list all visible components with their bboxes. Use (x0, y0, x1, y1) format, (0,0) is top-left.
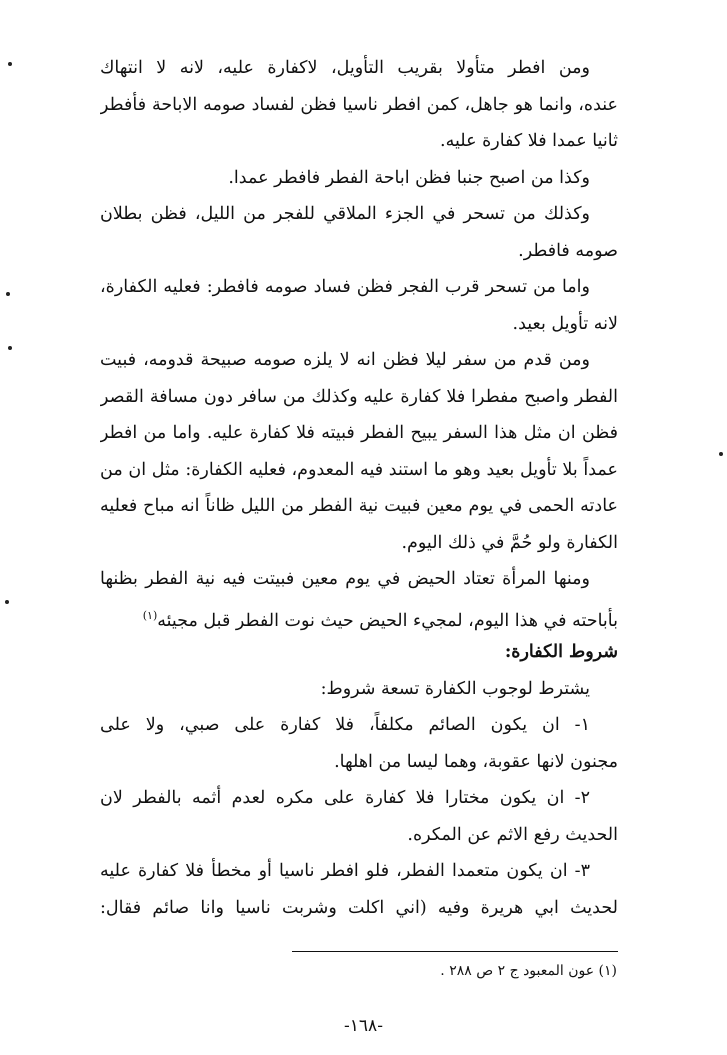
text-line (100, 233, 618, 270)
text-line (100, 890, 618, 927)
text-line (100, 196, 618, 233)
line-text: وكذلك من تسحر في الجزء الملاقي للفجر من الليل، فظن بطلان (100, 204, 590, 224)
text-line (100, 269, 618, 306)
line-text: عمداً بلا تأويل بعيد وهو ما استند فيه المعدوم، فعليه الكفارة: مثل ان من (100, 459, 618, 480)
footnote-divider (292, 951, 618, 952)
text-line (100, 160, 618, 197)
line-text: لانه تأويل بعيد. (512, 313, 618, 334)
text-line (100, 817, 618, 854)
line-text: صومه فافطر. (518, 240, 618, 261)
text-line (100, 598, 618, 635)
line-text: عادته الحمى في يوم معين فبيت نية الفطر من الليل ظاناً انه مباح فعليه (100, 496, 618, 516)
line-text: مجنون لانها عقوبة، وهما ليسا من اهلها. (334, 751, 618, 772)
text-line (100, 853, 618, 890)
margin-dot (8, 346, 12, 350)
page-number: -١٦٨- (344, 1016, 383, 1036)
text-line (100, 379, 618, 416)
line-text: بأباحته في هذا اليوم، لمجيء الحيض حيث نوت الفطر قبل مجيئه (157, 610, 618, 631)
text-line (100, 306, 618, 343)
line-text: فظن ان مثل هذا السفر يبيح الفطر فبيته فلا كفارة عليه. واما من افطر (100, 423, 618, 443)
text-line (100, 744, 618, 781)
section-heading (100, 634, 618, 671)
line-text: ١- ان يكون الصائم مكلفاً، فلا كفارة على صبي، ولا على (100, 715, 590, 735)
text-line (100, 50, 618, 87)
line-text: الحديث رفع الاثم عن المكره. (407, 824, 618, 845)
line-text: ٣- ان يكون متعمدا الفطر، فلو افطر ناسيا أو مخطأ فلا كفارة عليه (100, 861, 590, 881)
text-line (100, 707, 618, 744)
margin-dot (6, 292, 10, 296)
line-text: ومن افطر متأولا بقريب التأويل، لاكفارة عليه، لانه لا انتهاك (100, 58, 590, 78)
text-line (100, 671, 618, 708)
text-line (100, 488, 618, 525)
footnote: (١) عون المعبود ج ٢ ص ٢٨٨ . (440, 963, 617, 979)
line-text: لحديث ابي هريرة وفيه (اني اكلت وشربت ناسيا وانا صائم فقال: (100, 897, 618, 918)
margin-dot (719, 452, 723, 456)
line-text: عنده، وانما هو جاهل، كمن افطر ناسيا فظن لفساد صومه الاباحة فأفطر (100, 94, 618, 115)
footnote-marker: (١) (142, 608, 158, 622)
margin-dot (8, 62, 12, 66)
text-line (100, 415, 618, 452)
text-line (100, 342, 618, 379)
line-text: ومن قدم من سفر ليلا فظن انه لا يلزه صومه صبيحة قدومه، فبيت (100, 350, 590, 370)
text-line (100, 780, 618, 817)
line-text: الفطر واصبح مفطرا فلا كفارة عليه وكذلك من سافر دون مسافة القصر (100, 386, 618, 407)
line-text: الكفارة ولو حُمَّ في ذلك اليوم. (401, 532, 618, 553)
line-text: وكذا من اصبح جنبا فظن اباحة الفطر فافطر عمدا. (228, 167, 590, 188)
line-text: ٢- ان يكون مختارا فلا كفارة على مكره لعدم أثمه بالفطر لان (100, 788, 590, 808)
line-text: ومنها المرأة تعتاد الحيض في يوم معين فبيتت فيه نية الفطر بظنها (100, 569, 590, 589)
line-text: شروط الكفارة: (504, 642, 618, 662)
text-line (100, 561, 618, 598)
text-line (100, 525, 618, 562)
line-text: واما من تسحر قرب الفجر فظن فساد صومه فافطر: فعليه الكفارة، (100, 277, 590, 297)
text-line (100, 123, 618, 160)
text-line (100, 452, 618, 489)
line-text: يشترط لوجوب الكفارة تسعة شروط: (320, 678, 590, 699)
margin-dot (5, 600, 9, 604)
page-body (100, 50, 618, 926)
text-line (100, 87, 618, 124)
line-text: ثانيا عمدا فلا كفارة عليه. (440, 131, 618, 151)
